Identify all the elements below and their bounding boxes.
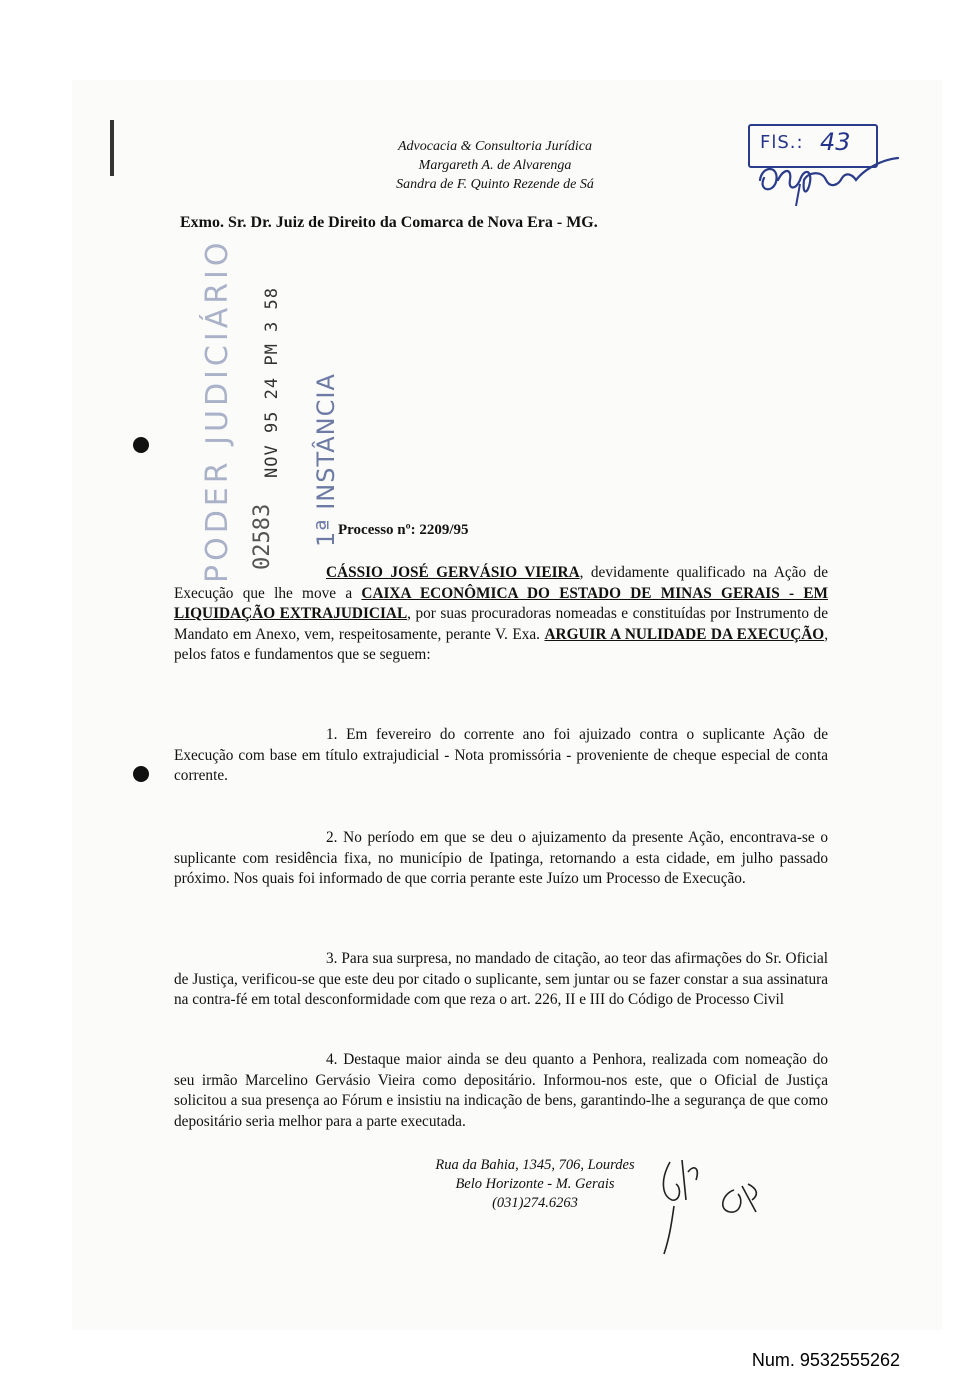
footer-city: Belo Horizonte - M. Gerais xyxy=(455,1176,615,1192)
request-title: ARGUIR A NULIDADE DA EXECUÇÃO xyxy=(544,625,825,643)
letterhead-firm: Advocacia & Consultoria Jurídica xyxy=(397,139,593,154)
protocol-stamp-court: PODER JUDICIÁRIO xyxy=(200,238,235,583)
fls-label: FlS.: xyxy=(760,132,804,153)
fls-number: 43 xyxy=(820,128,851,156)
protocol-stamp-instance: 1ª INSTÂNCIA xyxy=(312,373,340,547)
punch-hole xyxy=(133,766,149,782)
punch-hole xyxy=(133,437,149,453)
intro-text-2: , por suas procuradoras nomeadas e constituídas por Instrumento de Mandato em Anexo, vem, respeitosamente, perante V. Exa. xyxy=(174,605,828,643)
paragraph-2 xyxy=(174,828,828,890)
paragraph-4 xyxy=(174,1050,828,1132)
letterhead-lawyer-2: Sandra de F. Quinto Rezende de Sá xyxy=(396,177,594,192)
paragraph-4-text: 4. Destaque maior ainda se deu quanto a Penhora, realizada com nomeação do seu irmão Marcelino Gervásio Vieira como depositário. Informou-nos este, que o Oficial de Justiça solicitou a sua presença ao Fórum e insistiu na indicação de bens, garantindo-lhe a segurança de que como depositário seria melhor para a parte executada. xyxy=(174,1051,828,1130)
letterhead xyxy=(330,137,660,194)
footer-address xyxy=(400,1156,670,1213)
paragraph-1-text: 1. Em fevereiro do corrente ano foi ajuizado contra o suplicante Ação de Execução com base em título extrajudicial - Nota promissória - proveniente de cheque especial de conta corrente. xyxy=(174,726,828,784)
addressee: Exmo. Sr. Dr. Juiz de Direito da Comarca de Nova Era - MG. xyxy=(180,214,598,231)
paragraph-1 xyxy=(174,725,828,787)
intro-text-1: , devidamente qualificado na Ação de Execução que lhe move a xyxy=(174,564,828,602)
paragraph-2-text: 2. No período em que se deu o ajuizamento da presente Ação, encontrava-se o suplicante com residência fixa, no município de Ipatinga, retornando a esta cidade, em julho passado próximo. Nos quais foi informado de que corria perante este Juízo um Processo de Execução. xyxy=(174,829,828,887)
protocol-stamp-datetime: NOV 95 24 PM 3 58 xyxy=(262,287,282,478)
protocol-stamp-number: 02583 xyxy=(250,503,275,570)
paragraph-3-text: 3. Para sua surpresa, no mandado de citação, ao teor das afirmações do Sr. Oficial de Justiça, verificou-se que este deu por citado o suplicante, sem juntar ou se fazer constar a sua assinatura na contra-fé em total desconformidade com que reza o art. 226, II e III do Código de Processo Civil xyxy=(174,950,828,1008)
handwritten-rubric-top xyxy=(752,150,902,210)
handwritten-signatures xyxy=(652,1150,772,1260)
paragraph-3 xyxy=(174,949,828,1011)
footer-phone: (031)274.6263 xyxy=(492,1195,578,1211)
page-edge-mark xyxy=(110,120,114,176)
process-number: Processo nº: 2209/95 xyxy=(338,522,469,538)
document-number: Num. 9532555262 xyxy=(751,1350,900,1370)
opposing-party: CAIXA ECONÔMICA DO ESTADO DE MINAS GERAIS - EM LIQUIDAÇÃO EXTRAJUDICIAL xyxy=(174,584,828,622)
intro-text-3: , pelos fatos e fundamentos que se seguem: xyxy=(174,625,829,663)
intro-paragraph xyxy=(174,563,828,666)
footer-street: Rua da Bahia, 1345, 706, Lourdes xyxy=(435,1157,635,1173)
letterhead-lawyer-1: Margareth A. de Alvarenga xyxy=(418,158,572,173)
petitioner-name: CÁSSIO JOSÉ GERVÁSIO VIEIRA xyxy=(326,564,580,581)
